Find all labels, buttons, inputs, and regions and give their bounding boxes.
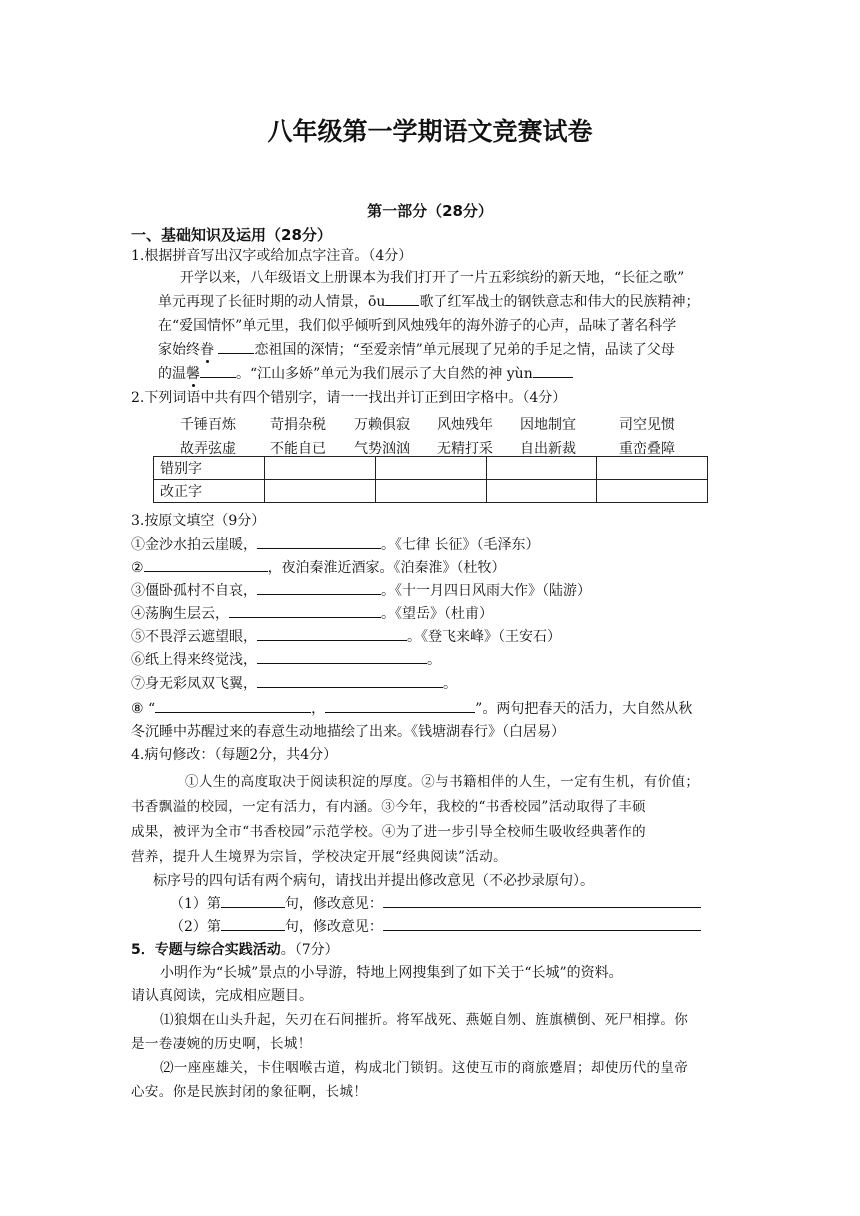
q4-answer-2: （2）第 句，修改意见： bbox=[170, 916, 701, 938]
q2-heading: 2.下列词语中共有四个错别字，请一一找出并订正到田字格中。（4分） bbox=[131, 390, 567, 406]
q4-blank-advice-1[interactable] bbox=[383, 893, 701, 908]
answer-cell[interactable] bbox=[486, 457, 597, 480]
q3-blank-6[interactable] bbox=[257, 649, 427, 664]
part-one-heading: 第一部分（28分） bbox=[367, 202, 493, 220]
word: 苛捐杂税 bbox=[270, 417, 326, 433]
answer-cell[interactable] bbox=[486, 480, 597, 503]
word: 气势汹汹 bbox=[354, 441, 410, 457]
exam-title: 八年级第一学期语文竞赛试卷 bbox=[267, 117, 593, 146]
word: 故弄弦虚 bbox=[180, 441, 236, 457]
q5-material-2-line-1: ⑵一座座雄关，卡住咽喉古道，构成北门锁钥。这使互市的商旅蹙眉；却使历代的皇帝 bbox=[160, 1060, 689, 1076]
correction-table bbox=[153, 456, 708, 503]
q4-blank-sentence-1[interactable] bbox=[221, 893, 285, 908]
word: 自出新裁 bbox=[520, 441, 576, 457]
dotted-char-xin: 馨 bbox=[186, 366, 200, 382]
table-row bbox=[154, 457, 708, 480]
q3-blank-1[interactable] bbox=[257, 534, 381, 549]
q1-line-5: 的温馨 。“江山多娇”单元为我们展示了大自然的神 yùn bbox=[158, 363, 573, 385]
answer-cell[interactable] bbox=[265, 457, 376, 480]
q5-material-2-line-2: 心安。你是民族封闭的象征啊，长城！ bbox=[131, 1084, 368, 1100]
q3-item-1: ①金沙水拍云崖暖， 。《七律 长征》（毛泽东） bbox=[131, 534, 539, 556]
q4-answer-1: （1）第 句，修改意见： bbox=[170, 893, 701, 915]
word: 因地制宜 bbox=[520, 417, 576, 433]
q3-blank-2[interactable] bbox=[144, 557, 268, 572]
q3-item-3: ③僵卧孤村不自哀， 。《十一月四日风雨大作》（陆游） bbox=[131, 580, 591, 602]
q1-blank-yun[interactable] bbox=[533, 363, 573, 378]
word: 不能自已 bbox=[270, 441, 326, 457]
q1-blank-ou[interactable] bbox=[385, 291, 419, 306]
q4-passage-line-1: ①人生的高度取决于阅读积淀的厚度。②与书籍相伴的人生，一定有生机，有价值； bbox=[185, 774, 700, 790]
answer-cell[interactable] bbox=[597, 480, 708, 503]
answer-cell[interactable] bbox=[597, 457, 708, 480]
q1-line-1: 开学以来，八年级语文上册课本为我们打开了一片五彩缤纷的新天地，“长征之歌” bbox=[180, 270, 685, 286]
q4-heading: 4.病句修改：（每题2分，共4分） bbox=[131, 747, 338, 763]
q4-blank-advice-2[interactable] bbox=[383, 916, 701, 931]
word: 重峦叠障 bbox=[619, 441, 675, 457]
q3-blank-7[interactable] bbox=[257, 673, 443, 688]
answer-cell[interactable] bbox=[265, 480, 376, 503]
word: 万赖俱寂 bbox=[354, 417, 410, 433]
q4-blank-sentence-2[interactable] bbox=[221, 916, 285, 931]
q3-item-5: ⑤不畏浮云遮望眼， 。《登飞来峰》（王安石） bbox=[131, 626, 561, 648]
q3-heading: 3.按原文填空（9分） bbox=[131, 513, 266, 529]
q5-heading: 5．专题与综合实践活动。（7分） bbox=[131, 942, 339, 958]
q5-material-1-line-1: ⑴狼烟在山头升起，矢刃在石间摧折。将军战死、燕姬自刎、旌旗横倒、死尸相撑。你 bbox=[160, 1012, 689, 1028]
q4-instruction: 标序号的四句话有两个病句，请找出并提出修改意见（不必抄录原句）。 bbox=[153, 873, 594, 889]
q3-item-8-cont: 冬沉睡中苏醒过来的春意生动地描绘了出来。《钱塘湖春行》（白居易） bbox=[131, 724, 565, 740]
q3-blank-3[interactable] bbox=[257, 580, 381, 595]
q5-intro-1: 小明作为“长城”景点的小导游，特地上网搜集到了如下关于“长城”的资料。 bbox=[160, 965, 623, 981]
q4-passage-line-4: 营养，提升人生境界为宗旨，学校决定开展“经典阅读”活动。 bbox=[131, 849, 508, 865]
word: 无精打采 bbox=[437, 441, 493, 457]
answer-cell[interactable] bbox=[375, 480, 486, 503]
q3-item-8: ⑧ “ ， ”。两句把春天的活力，大自然从秋 bbox=[131, 698, 692, 720]
dotted-char-juan: 眷 bbox=[200, 342, 214, 358]
q4-passage-line-2: 书香飘溢的校园，一定有活力，有内涵。③今年，我校的“书香校园”活动取得了丰硕 bbox=[131, 799, 647, 815]
q3-item-2: ② ，夜泊秦淮近酒家。《泊秦淮》（杜牧） bbox=[131, 557, 506, 579]
table-row bbox=[154, 480, 708, 503]
q3-blank-8a[interactable] bbox=[155, 698, 311, 713]
q1-line-4: 家始终眷 恋祖国的深情；“至爱亲情”单元展现了兄弟的手足之情，品读了父母 bbox=[158, 339, 675, 361]
q3-blank-5[interactable] bbox=[257, 626, 407, 641]
q1-line-3: 在“爱国情怀”单元里，我们似乎倾听到风烛残年的海外游子的心声，品味了著名科学 bbox=[158, 318, 677, 334]
word: 司空见惯 bbox=[619, 417, 675, 433]
table-label-wrong: 错别字 bbox=[154, 457, 265, 480]
q3-item-6: ⑥纸上得来终觉浅， 。 bbox=[131, 649, 441, 671]
q1-heading: 1.根据拼音写出汉字或给加点字注音。（4分） bbox=[131, 248, 413, 264]
answer-cell[interactable] bbox=[375, 457, 486, 480]
section-one-heading: 一、基础知识及运用（28分） bbox=[131, 226, 332, 244]
word: 风烛残年 bbox=[437, 417, 493, 433]
q5-material-1-line-2: 是一卷凄婉的历史啊，长城！ bbox=[131, 1036, 312, 1052]
q3-item-7: ⑦身无彩凤双飞翼， 。 bbox=[131, 673, 457, 695]
q3-blank-4[interactable] bbox=[229, 603, 381, 618]
q4-passage-line-3: 成果，被评为全市“书香校园”示范学校。④为了进一步引导全校师生吸收经典著作的 bbox=[131, 824, 647, 840]
q3-blank-8b[interactable] bbox=[325, 698, 475, 713]
table-label-correct: 改正字 bbox=[154, 480, 265, 503]
word: 千锤百炼 bbox=[180, 417, 236, 433]
q1-line-2: 单元再现了长征时期的动人情景，ōu 歌了红军战士的钢铁意志和伟大的民族精神； bbox=[158, 291, 699, 313]
q5-intro-2: 请认真阅读，完成相应题目。 bbox=[131, 988, 313, 1004]
q1-blank-juan[interactable] bbox=[218, 339, 254, 354]
q1-blank-xin[interactable] bbox=[200, 363, 236, 378]
q3-item-4: ④荡胸生层云， 。《望岳》（杜甫） bbox=[131, 603, 493, 625]
